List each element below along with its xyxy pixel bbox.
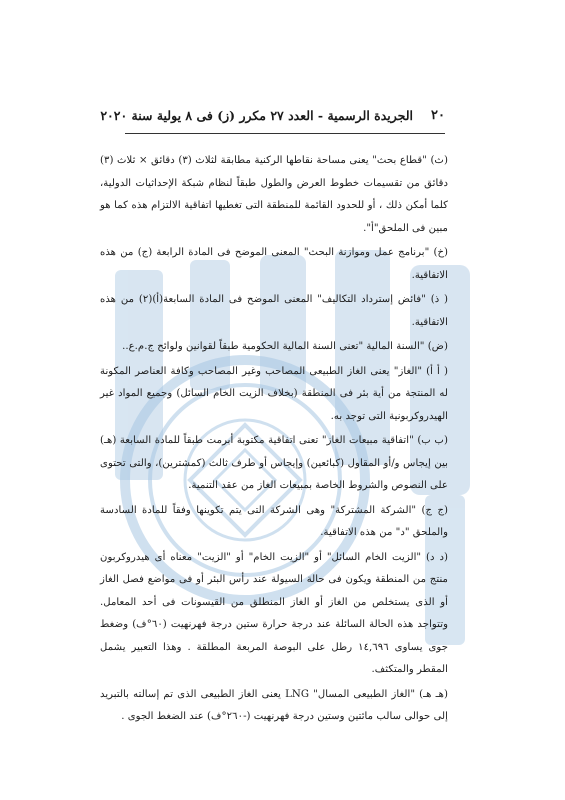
definition-paragraph: (ب ب) "اتفاقية مبيعات الغاز" تعنى اتفاقية مكتوبة أبرمت طبقاً للمادة السابعة (هـ) بين إيجاس و/أو المقاول (كبائعين) وإيجاس أو طرف ثالث (كمشترين)، والتى تحتوى على النصوص والشروط الخاصة بمبيعات الغاز من عقد التنمية.: [100, 435, 448, 491]
definition-paragraph: (خ) "برنامج عمل وموازنة البحث" المعنى الموضح فى المادة الرابعة (ج) من هذه الاتفاقية.: [100, 247, 448, 281]
definition-paragraph: (ث) "قطاع بحث" يعنى مساحة نقاطها الركنية مطابقة لثلاث (٣) دقائق × ثلاث (٣) دقائق من تقسيمات خطوط العرض والطول طبقاً لنظام شبكة الإحداثيات الدولية، كلما أمكن ذلك ، أو للحدود القائمة للمنطقة التى تغطيها اتفاقية الالتزام هذه كما هو مبين فى الملحق"أ".: [100, 155, 448, 234]
header-divider: [125, 133, 445, 134]
page-header: [100, 108, 445, 128]
gazette-title: الجريدة الرسمية - العدد ٢٧ مكرر (ز) فى ٨ يولية سنة ٢٠٢٠: [100, 108, 413, 123]
definition-paragraph: ( ذ) "فائض إسترداد التكاليف" المعنى الموضح فى المادة السابعة(أ)(٢) من هذه الاتفاقية.: [100, 294, 448, 328]
definition-paragraph: (ض) "السنة المالية "تعنى السنة المالية الحكومية طبقاً لقوانين ولوائح ج.م.ع..: [122, 341, 448, 352]
definition-paragraph: (ج ج) "الشركة المشتركة" وهى الشركة التى يتم تكوينها وفقاً للمادة السادسة والملحق "د" من هذه الاتفاقية.: [100, 504, 448, 538]
definition-paragraph: (هـ هـ) "الغاز الطبيعى المسال" LNG يعنى الغاز الطبيعى الذى تم إسالته بالتبريد إلى حوالى سالب مائتين وستين درجة فهرنهيت (-٢٦٠°ف) عند الضغط الجوى .: [100, 688, 448, 722]
definition-paragraph: (د د) "الزيت الخام السائل" أو "الزيت الخام" أو "الزيت" معناه أى هيدروكربون منتج من المنطقة ويكون فى حالة السيولة عند رأس البئر أو فى مواضع فصل الغاز أو الذى يستخلص من الغاز أو الغاز المنطلق من القيسونات فى أحد المعامل. وتتواجد هذه الحالة السائلة عند درجة حرارة ستين درجة فهرنهيت (٦٠°ف) وضغط جوى يساوى ١٤,٦٩٦ رطل على البوصة المربعة المطلقة . وهذا التعبير يشمل المقطر والمتكثف.: [100, 551, 448, 675]
document-body: [100, 150, 448, 731]
page-number: ٢٠: [431, 108, 445, 123]
definition-paragraph: ( أ أ) "الغاز" يعنى الغاز الطبيعى المصاحب وغير المصاحب وكافة العناصر المكونة له المنتجة من أية بئر فى المنطقة (بخلاف الزيت الخام السائل) وجميع المواد غير الهيدروكربونية التى توجد به.: [100, 365, 448, 422]
